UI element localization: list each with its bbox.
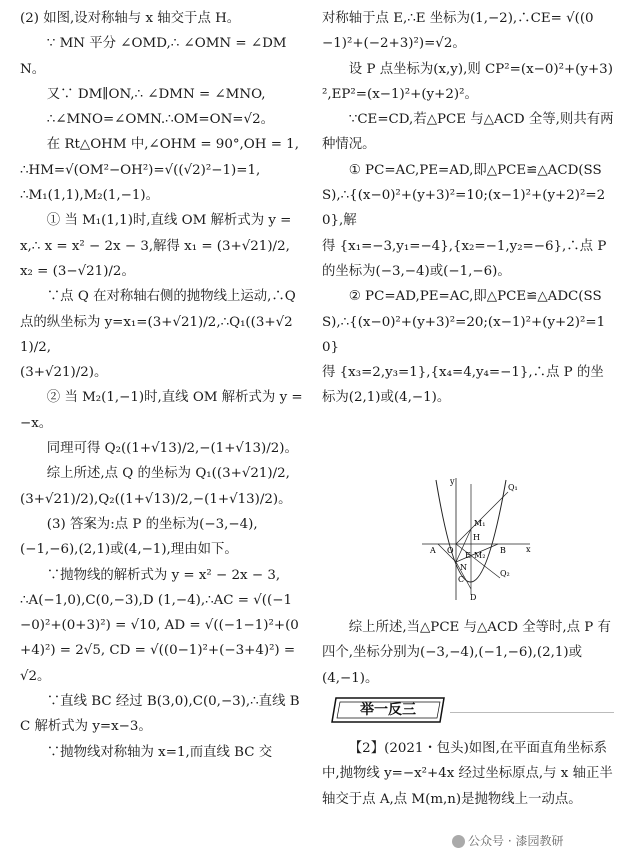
paragraph: (3) 答案为:点 P 的坐标为(−3,−4),(−1,−6),(2,1)或(4,−1),理由如下。 <box>20 516 258 558</box>
paragraph: 得 {x₁=−3,y₁=−4},{x₂=−1,y₂=−6},∴点 P 的坐标为(−3,−4)或(−1,−6)。 <box>322 238 607 279</box>
paragraph: (2) 如图,设对称轴与 x 轴交于点 H。 <box>20 11 241 26</box>
label-b: B <box>500 546 506 555</box>
watermark <box>452 832 563 849</box>
label-n: N <box>460 563 467 572</box>
line-om1 <box>456 492 508 544</box>
label-e: E <box>465 551 471 560</box>
paragraph: ∵直线 BC 经过 B(3,0),C(0,−3),∴直线 BC 解析式为 y=x−3。 <box>20 694 300 735</box>
paragraph: ② 当 M₂(1,−1)时,直线 OM 解析式为 y = −x。 <box>20 390 303 431</box>
label-x: x <box>526 545 531 554</box>
paragraph: ∵ MN 平分 ∠OMD,∴ ∠OMN = ∠DMN。 <box>20 36 287 77</box>
label-a: A <box>430 546 436 555</box>
section-banner <box>330 697 446 723</box>
paragraph: x₂ = (3−√21)/2。 <box>20 263 135 279</box>
paragraph: ∴A(−1,0),C(0,−3),D (1,−4),∴AC = √((−1−0)²+(0+3)²) = √10, AD = √((−1−1)²+(0+4)²) = 2√5, CD = √((0−1)²+(−3+4)²) = √2。 <box>20 592 299 684</box>
line-om2 <box>456 544 500 578</box>
wechat-icon <box>452 835 465 848</box>
left-column <box>20 6 306 765</box>
geometry-figure <box>418 474 534 604</box>
label-m2: M₂ <box>474 551 486 560</box>
label-o: O <box>447 546 454 555</box>
paragraph: 设 P 点坐标为(x,y),则 CP²=(x−0)²+(y+3)²,EP²=(x−1)²+(y+2)²。 <box>322 61 613 102</box>
label-q1: Q₁ <box>508 483 518 492</box>
paragraph: ② PC=AD,PE=AC,即△PCE≌△ADC(SSS),∴{(x−0)²+(y+3)²=20;(x−1)²+(y+2)²=10} <box>322 289 606 355</box>
label-q2: Q₂ <box>500 569 510 578</box>
right-column <box>322 6 614 411</box>
paragraph: ∵抛物线的解析式为 y = x² − 2x − 3, <box>46 567 281 583</box>
paragraph: 在 Rt△OHM 中,∠OHM = 90°,OH = 1,∴HM=√(OM²−OH²)=√((√2)²−1)=1, <box>20 137 299 178</box>
divider <box>450 712 614 713</box>
label-c: C <box>458 575 465 584</box>
paragraph: 对称轴于点 E,∴E 坐标为(1,−2),∴CE= √((0−1)²+(−2+3)²)=√2。 <box>322 11 594 52</box>
paragraph: (3+√21)/2)。 <box>20 365 108 381</box>
paragraph: ∴∠MNO=∠OMN.∴OM=ON=√2。 <box>46 112 274 128</box>
paragraph: ∵CE=CD,若△PCE 与△ACD 全等,则共有两种情况。 <box>322 112 614 153</box>
label-m1: M₁ <box>474 519 486 528</box>
paragraph: (3+√21)/2),Q₂((1+√13)/2,−(1+√13)/2)。 <box>20 491 292 507</box>
conclusion: 综上所述,当△PCE 与△ACD 全等时,点 P 有四个,坐标分别为(−3,−4),(−1,−6),(2,1)或(4,−1)。 <box>322 620 611 686</box>
paragraph: 得 {x₃=2,y₃=1},{x₄=4,y₄=−1},∴点 P 的坐标为(2,1)或(4,−1)。 <box>322 365 604 406</box>
paragraph: 综上所述,点 Q 的坐标为 Q₁((3+√21)/2, <box>46 466 290 482</box>
banner-label: 举一反三 <box>360 702 416 718</box>
paragraph: ∴M₁(1,1),M₂(1,−1)。 <box>20 188 160 204</box>
paragraph: 又∵ DM∥ON,∴ ∠DMN = ∠MNO, <box>46 86 266 102</box>
paragraph: ∵抛物线对称轴为 x=1,而直线 BC 交 <box>46 744 273 760</box>
example-problem: 【2】(2021・包头)如图,在平面直角坐标系中,抛物线 y=−x²+4x 经过坐标原点,与 x 轴正半轴交于点 A,点 M(m,n)是抛物线上一动点。 <box>322 741 613 807</box>
paragraph: ① PC=AC,PE=AD,即△PCE≌△ACD(SSS),∴{(x−0)²+(y+3)²=10;(x−1)²+(y+2)²=20},解 <box>322 162 606 229</box>
paragraph: ① 当 M₁(1,1)时,直线 OM 解析式为 y = x,∴ x = x² − 2x − 3,解得 x₁ = (3+√21)/2, <box>20 213 292 254</box>
label-d: D <box>470 593 477 602</box>
paragraph: ∵点 Q 在对称轴右侧的抛物线上运动,∴Q 点的纵坐标为 y=x₁=(3+√21)/2,∴Q₁((3+√21)/2, <box>20 289 296 355</box>
label-y: y <box>450 477 455 486</box>
label-h: H <box>473 533 480 542</box>
watermark-text: 公众号 · 漆园教研 <box>468 834 564 848</box>
paragraph: 同理可得 Q₂((1+√13)/2,−(1+√13)/2)。 <box>46 441 298 457</box>
